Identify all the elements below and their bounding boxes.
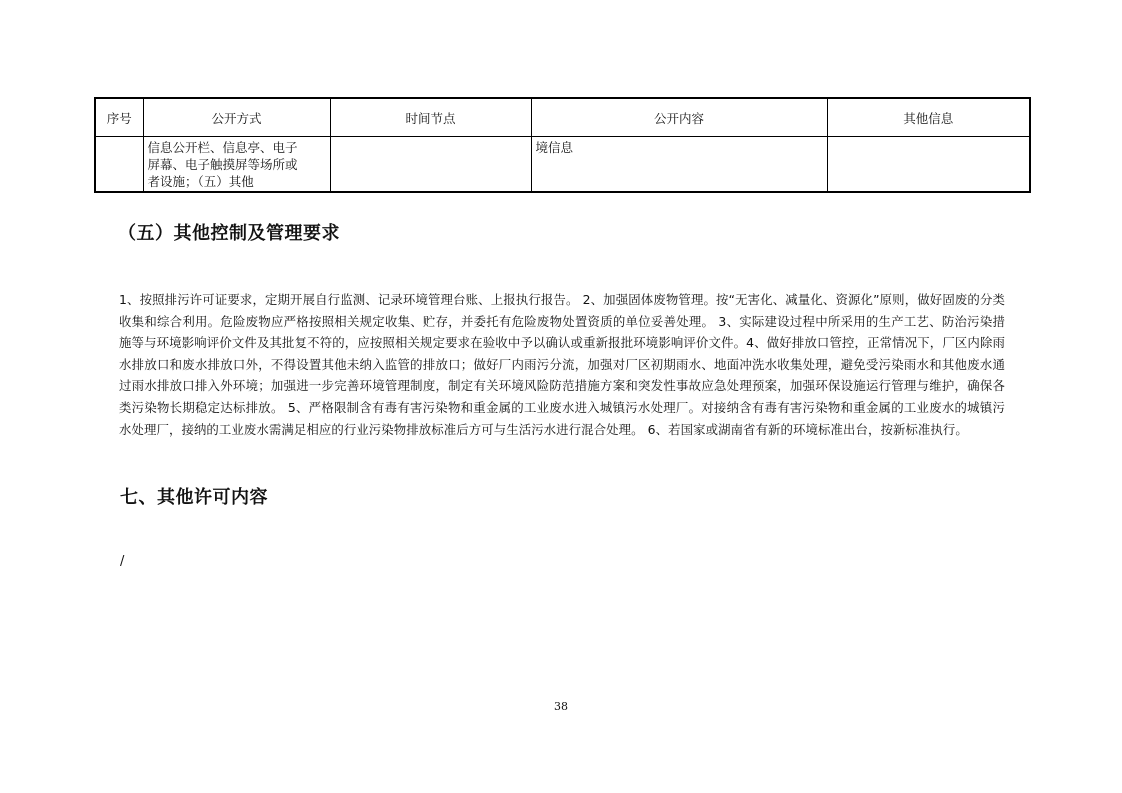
column-header-content: 公开内容 — [531, 98, 827, 137]
column-header-time: 时间节点 — [330, 98, 531, 137]
table-cell-time — [330, 137, 531, 193]
table-cell-index — [95, 137, 143, 193]
table-header-row — [95, 98, 1030, 137]
table-row — [95, 137, 1030, 193]
section-heading: （五）其他控制及管理要求 — [118, 223, 340, 244]
table-cell-other — [827, 137, 1030, 193]
column-header-method: 公开方式 — [143, 98, 330, 137]
column-header-index: 序号 — [95, 98, 143, 137]
requirements-paragraph: 1、按照排污许可证要求，定期开展自行监测、记录环境管理台账、上报执行报告。 2、加强固体废物管理。按“无害化、减量化、资源化”原则，做好固废的分类收集和综合利用。危险废物应严格按照相关规定收集、贮存，并委托有危险废物处置资质的单位妥善处理。 3、实际建设过程中所采用的生产工艺、防治污染措施等与环境影响评价文件及其批复不符的，应按照相关规定要求在验收中予以确认或重新报批环境影响评价文件。4、做好排放口管控，正常情况下，厂区内除雨水排放口和废水排放口外，不得设置其他未纳入监管的排放口；做好厂内雨污分流，加强对厂区初期雨水、地面冲洗水收集处理，避免受污染雨水和其他废水通过雨水排放口排入外环境；加强进一步完善环境管理制度，制定有关环境风险防范措施方案和突发性事故应急处理预案，加强环保设施运行管理与维护，确保各类污染物长期稳定达标排放。 5、严格限制含有毒有害污染物和重金属的工业废水进入城镇污水处理厂。对接纳含有毒有害污染物和重金属的工业废水的城镇污水处理厂，接纳的工业废水需满足相应的行业污染物排放标准后方可与生活污水进行混合处理。 6、若国家或湖南省有新的环境标准出台，按新标准执行。 — [119, 292, 1005, 437]
chapter-heading: 七、其他许可内容 — [120, 487, 268, 508]
table-cell-content: 境信息 — [531, 137, 827, 193]
disclosure-table — [94, 97, 1031, 193]
chapter-body-text: / — [120, 554, 125, 569]
column-header-other: 其他信息 — [827, 98, 1030, 137]
page-number: 38 — [554, 700, 568, 713]
table-cell-method: 信息公开栏、信息亭、电子 屏幕、电子触摸屏等场所或 者设施；（五）其他 — [143, 137, 330, 193]
